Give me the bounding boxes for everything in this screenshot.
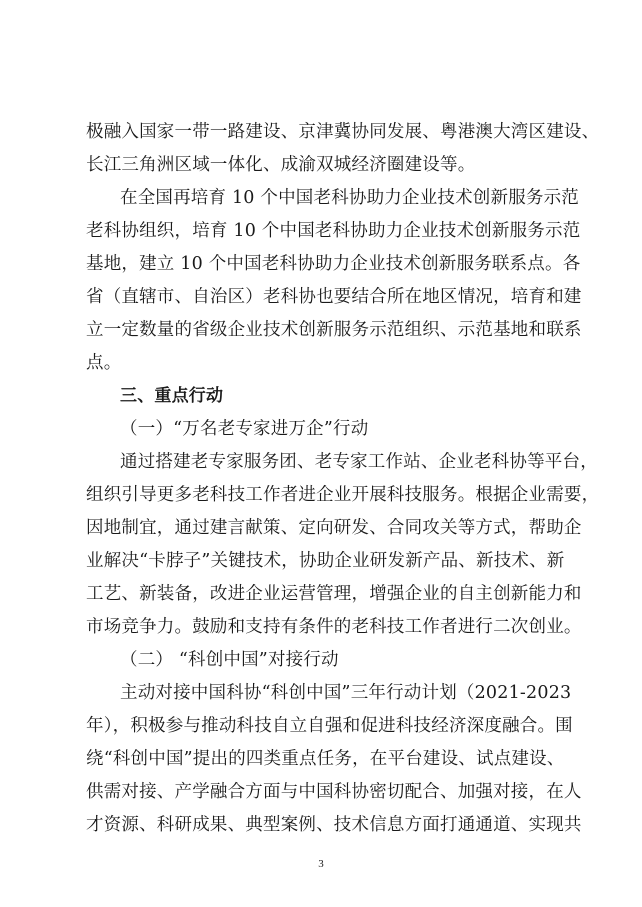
paragraph-line: 供需对接、产学融合方面与中国科协密切配合、加强对接，在人	[86, 782, 582, 802]
paragraph-line: 基地，建立 10 个中国老科协助力企业技术创新服务联系点。各	[86, 254, 581, 274]
paragraph-line: 业解决“卡脖子”关键技术，协助企业研发新产品、新技术、新	[86, 551, 565, 571]
paragraph-line: 绕“科创中国”提出的四类重点任务，在平台建设、试点建设、	[86, 749, 565, 769]
paragraph-line: 极融入国家一带一路建设、京津冀协同发展、粤港澳大湾区建设、	[86, 122, 600, 142]
paragraph-line: 才资源、科研成果、典型案例、技术信息方面打通通道、实现共	[86, 815, 582, 835]
page-number: 3	[318, 858, 324, 870]
subsection-heading: （一）“万名老专家进万企”行动	[120, 419, 369, 439]
subsection-heading: （二） “科创中国”对接行动	[120, 650, 339, 670]
paragraph-line: 省（直辖市、自治区）老科协也要结合所在地区情况，培育和建	[86, 287, 582, 307]
paragraph-line: 因地制宜，通过建言献策、定向研发、合同攻关等方式，帮助企	[86, 518, 582, 538]
paragraph-line: 点。	[86, 353, 122, 373]
paragraph-line: 立一定数量的省级企业技术创新服务示范组织、示范基地和联系	[86, 320, 582, 340]
paragraph-line: 工艺、新装备，改进企业运营管理，增强企业的自主创新能力和	[86, 584, 582, 604]
section-heading: 三、重点行动	[120, 386, 224, 406]
paragraph-line: 老科协组织，培育 10 个中国老科协助力企业技术创新服务示范	[86, 221, 581, 241]
paragraph-line: 主动对接中国科协“科创中国”三年行动计划（2021-2023	[120, 683, 572, 703]
paragraph-line: 年），积极参与推动科技自立自强和促进科技经济深度融合。围	[86, 716, 573, 736]
paragraph-line: 长江三角洲区域一体化、成渝双城经济圈建设等。	[86, 155, 476, 175]
paragraph-line: 市场竞争力。鼓励和支持有条件的老科技工作者进行二次创业。	[86, 617, 582, 637]
paragraph-line: 在全国再培育 10 个中国老科协助力企业技术创新服务示范	[120, 188, 579, 208]
paragraph-line: 组织引导更多老科技工作者进企业开展科技服务。根据企业需要，	[86, 485, 600, 505]
paragraph-line: 通过搭建老专家服务团、老专家工作站、企业老科协等平台，	[120, 452, 598, 472]
